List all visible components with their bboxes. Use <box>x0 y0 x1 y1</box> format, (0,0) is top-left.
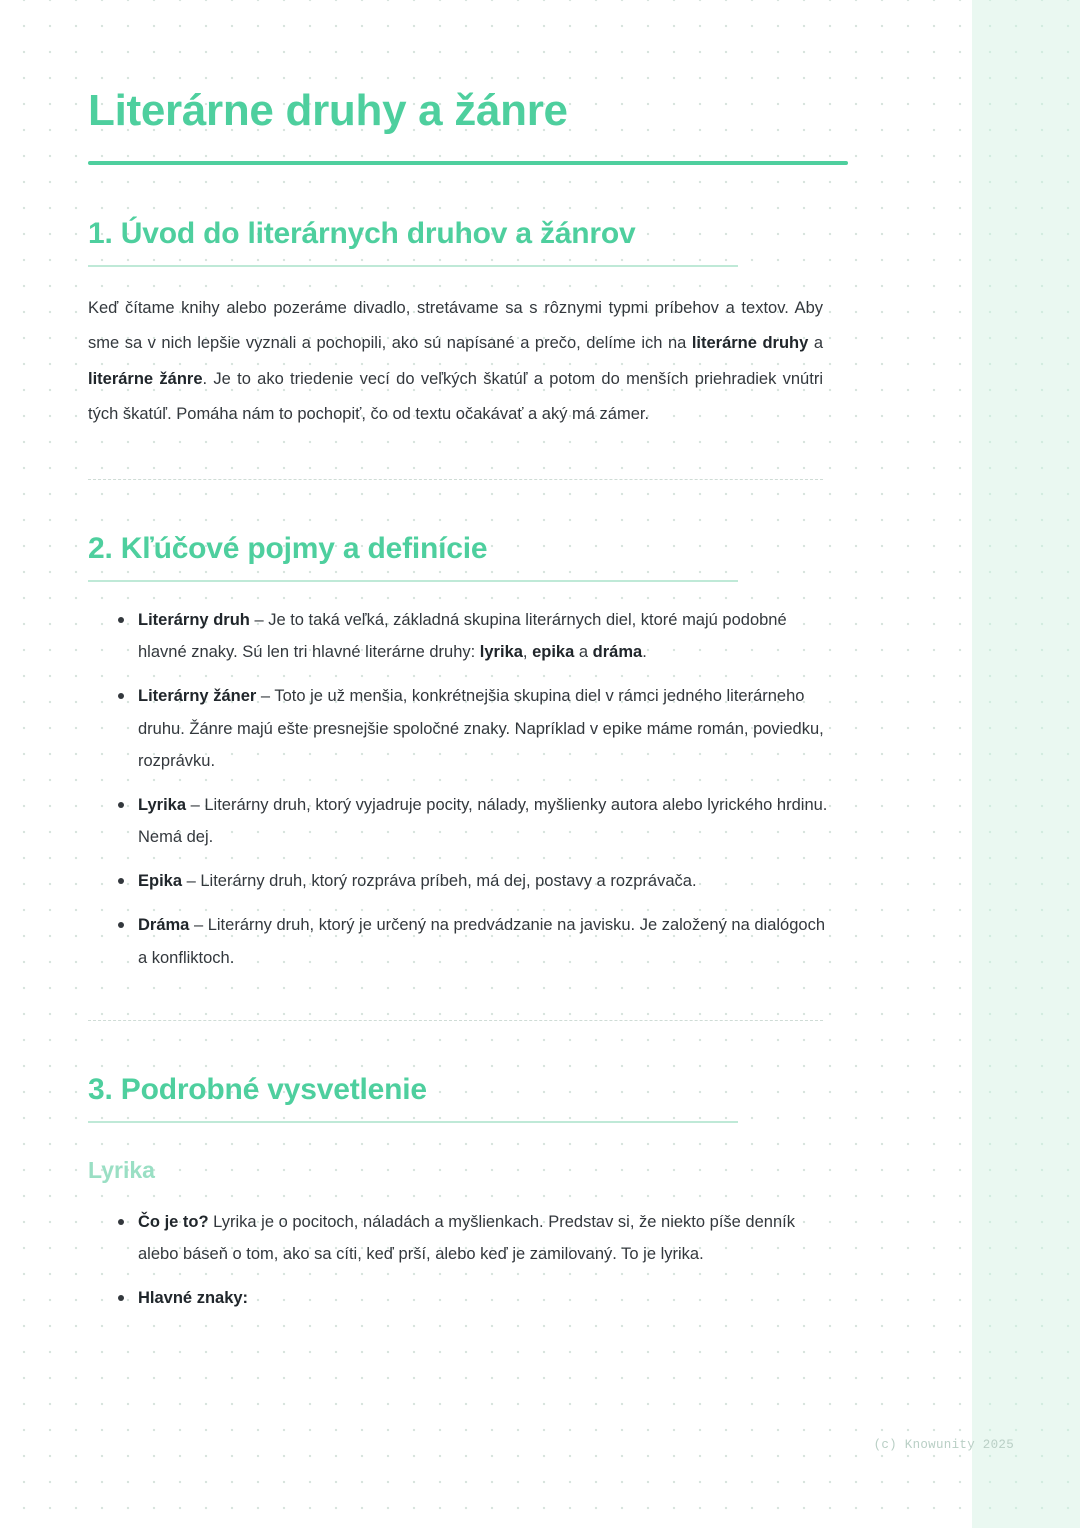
section-heading-1: 1. Úvod do literárnych druhov a žánrov <box>88 216 636 250</box>
section-underline-2 <box>88 580 738 582</box>
section-heading-2: 2. Kľúčové pojmy a definície <box>88 532 488 566</box>
section-divider-1 <box>88 479 823 480</box>
list-item: Čo je to? Lyrika je o pocitoch, náladách a myšlienkach. Predstav si, že niekto píše denník alebo báseň o tom, ako sa cíti, keď prší, alebo keď je zamilovaný. To je lyrika. <box>118 1206 838 1270</box>
section-1-paragraph: Keď čítame knihy alebo pozeráme divadlo, stretávame sa s rôznymi typmi príbehov a textov. Aby sme sa v nich lepšie vyznali a pochopili, ako sú napísané a prečo, delíme ich na literárne druhy a literárne žánre. Je to ako triedenie vecí do veľkých škatúľ a potom do menších priehradiek vnútri tých škatúľ. Pomáha nám to pochopiť, čo od textu očakávať a aký má zámer. <box>88 298 824 424</box>
page-title: Literárne druhy a žánre <box>88 86 568 135</box>
section-underline-1 <box>88 265 738 267</box>
list-item: Lyrika – Literárny druh, ktorý vyjadruje pocity, nálady, myšlienky autora alebo lyrického hrdinu. Nemá dej. <box>118 789 838 853</box>
list-item: Literárny žáner – Toto je už menšia, konkrétnejšia skupina diel v rámci jedného literárneho druhu. Žánre majú ešte presnejšie spoločné znaky. Napríklad v epike máme román, poviedku, rozprávku. <box>118 680 838 777</box>
list-item: Literárny druh – Je to taká veľká, základná skupina literárnych diel, ktoré majú podobné hlavné znaky. Sú len tri hlavné literárne druhy: lyrika, epika a dráma. <box>118 604 838 668</box>
section-underline-3 <box>88 1121 738 1123</box>
subsection-heading-lyrika: Lyrika <box>88 1156 155 1183</box>
list-item: Epika – Literárny druh, ktorý rozpráva príbeh, má dej, postavy a rozprávača. <box>118 865 838 897</box>
watermark: (c) Knowunity 2025 <box>873 1438 1014 1452</box>
section-2-bullet-list <box>88 604 848 974</box>
document-content <box>88 0 848 1326</box>
page-side-band-edge <box>968 0 972 1528</box>
section-heading-3: 3. Podrobné vysvetlenie <box>88 1072 427 1106</box>
list-item: Dráma – Literárny druh, ktorý je určený na predvádzanie na javisku. Je založený na dialógoch a konfliktoch. <box>118 909 838 973</box>
section-divider-2 <box>88 1020 823 1021</box>
title-underline <box>88 161 848 165</box>
list-item: Hlavné znaky: <box>118 1282 838 1314</box>
page-side-band <box>972 0 1080 1528</box>
section-3-bullet-list <box>88 1206 848 1315</box>
